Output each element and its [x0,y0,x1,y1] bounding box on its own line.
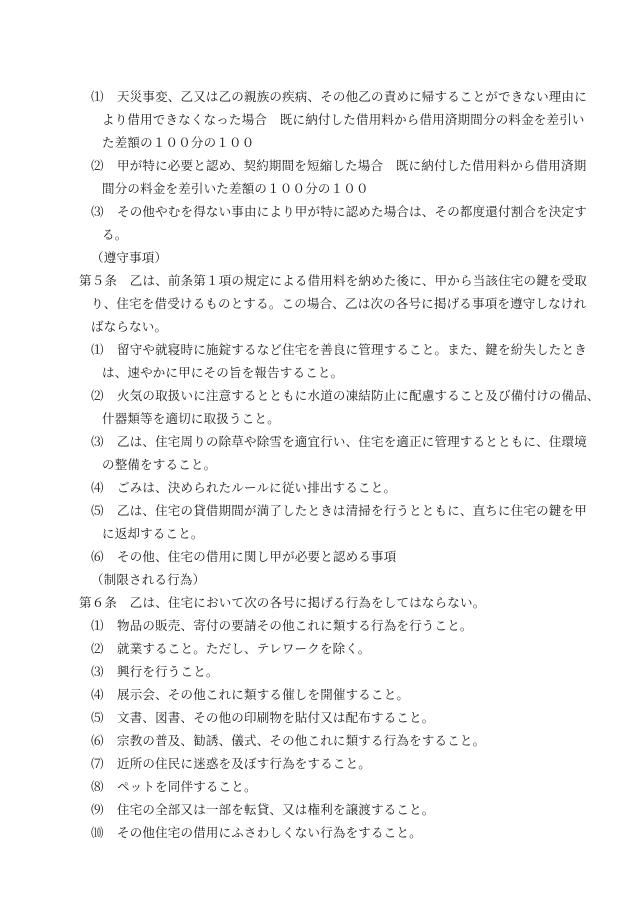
list-item [91,641,371,657]
item-text-continued: に返却すること。 [102,526,204,541]
item-text: ペットを同伴すること。 [117,779,257,794]
item-number: ⑸ [91,503,104,518]
item-number: ⑴ [91,89,104,104]
article-text: り、住宅を借受けるものとする。この場合、乙は次の各号に掲げる事項を遵守しなけれ [91,296,587,311]
item-number: ⑻ [91,779,104,794]
item-number: ⑷ [91,687,104,702]
item-text: 宗教の普及、勧誘、儀式、その他これに類する行為をすること。 [117,733,486,748]
list-item [91,388,600,404]
article-title: 第６条 乙は、住宅において次の各号に掲げる行為をしてはならない。 [79,595,486,610]
item-number: ⑶ [91,664,104,679]
item-number: ⑵ [91,388,104,403]
list-item [91,89,587,105]
article-text: ばならない。 [91,319,168,334]
list-item [91,687,409,703]
item-text: ごみは、決められたルールに従い排出すること。 [117,480,397,495]
list-item [91,158,586,174]
list-item [91,664,219,680]
item-number: ⑹ [91,733,104,748]
item-text: 甲が特に必要と認め、契約期間を短縮した場合 既に納付した借用料から借用済期 [117,158,587,173]
item-number: ⑽ [91,825,104,840]
section-heading: （制限される行為） [91,572,206,587]
item-text: 火気の取扱いに注意するとともに水道の凍結防止に配慮すること及び備付けの備品、 [117,388,600,403]
item-text: 留守や就寝時に施錠するなど住宅を善良に管理すること。また、鍵を紛失したとき [117,342,587,357]
item-number: ⑼ [91,802,104,817]
item-number: ⑶ [91,434,104,449]
item-text: その他やむを得ない事由により甲が特に認めた場合は、その都度還付割合を決定す [117,204,587,219]
item-text: 文書、図書、その他の印刷物を貼付又は配布すること。 [117,710,435,725]
item-number: ⑵ [91,641,104,656]
list-item [91,756,371,772]
item-number: ⑷ [91,480,104,495]
list-item [91,733,485,749]
item-text-continued: 間分の料金を差引いた差額の１００分の１００ [102,181,369,196]
article-title: 第５条 乙は、前条第１項の規定による借用料を納めた後に、甲から当該住宅の鍵を受取 [79,273,588,288]
item-text: 興行を行うこと。 [117,664,219,679]
item-text-continued: る。 [102,227,128,242]
list-item [91,342,587,358]
item-text: その他、住宅の借用に関し甲が必要と認める事項 [117,549,397,564]
list-item [91,434,587,450]
list-item [91,710,435,726]
item-text: 近所の住民に迷惑を及ぼす行為をすること。 [117,756,372,771]
item-number: ⑶ [91,204,104,219]
item-text: 物品の販売、寄付の要請その他これに類する行為を行うこと。 [117,618,473,633]
item-number: ⑸ [91,710,104,725]
item-number: ⑴ [91,618,104,633]
list-item [91,549,396,565]
item-text-continued: は、速やかに甲にその旨を報告すること。 [102,365,344,380]
item-text: 就業すること。ただし、テレワークを除く。 [117,641,371,656]
item-number: ⑵ [91,158,104,173]
item-text: 住宅の全部又は一部を転貸、又は権利を譲渡すること。 [117,802,435,817]
item-text: 天災事変、乙又は乙の親族の疾病、その他乙の責めに帰することができない理由に [117,89,587,104]
item-number: ⑹ [91,549,104,564]
item-number: ⑺ [91,756,104,771]
list-item [91,503,587,519]
list-item [91,802,435,818]
item-text-continued: た差額の１００分の１００ [102,135,255,150]
list-item [91,825,422,841]
section-heading: （遵守事項） [91,250,168,265]
item-text-continued: より借用できなくなった場合 既に納付した借用料から借用済期間分の料金を差引い [102,112,585,127]
item-text: 展示会、その他これに類する催しを開催すること。 [117,687,410,702]
list-item [91,779,257,795]
item-text: その他住宅の借用にふさわしくない行為をすること。 [117,825,422,840]
list-item [91,618,473,634]
item-number: ⑴ [91,342,104,357]
item-text-continued: 什器類等を適切に取扱うこと。 [102,411,280,426]
item-text: 乙は、住宅の貸借期間が満了したときは清掃を行うとともに、直ちに住宅の鍵を甲 [117,503,587,518]
item-text-continued: の整備をすること。 [102,457,217,472]
list-item [91,480,396,496]
item-text: 乙は、住宅周りの除草や除雪を適宜行い、住宅を適正に管理するとともに、住環境 [117,434,587,449]
list-item [91,204,587,220]
